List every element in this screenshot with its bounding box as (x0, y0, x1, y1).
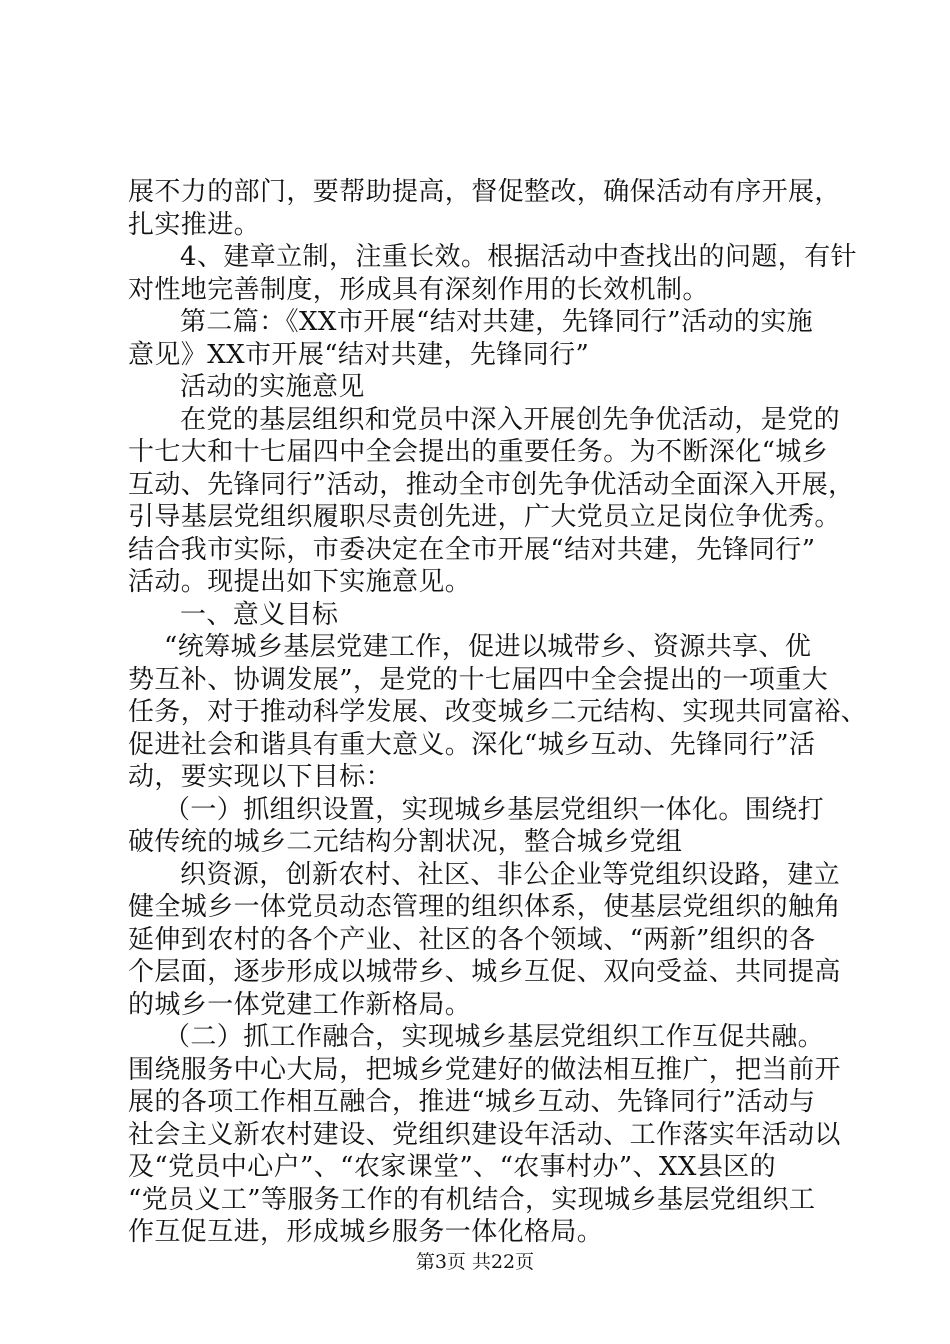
text-line: 作互促互进，形成城乡服务一体化格局。 (128, 1217, 604, 1247)
text-line: 互动、先锋同行”活动，推动全市创先争优活动全面深入开展， (128, 469, 855, 500)
text-line: 展不力的部门，要帮助提高，督促整改，确保活动有序开展， (128, 177, 841, 207)
text-line: 在党的基层组织和党员中深入开展创先争优活动，是党的 (180, 404, 841, 435)
text-line: （一）抓组织设置，实现城乡基层党组织一体化。围绕打 (164, 794, 825, 825)
text-line: “党员义工”等服务工作的有机结合，实现城乡基层党组织工 (128, 1184, 816, 1215)
text-line: 动，要实现以下目标： (128, 762, 393, 792)
text-line: 及“党员中心户”、“农家课堂”、“农事村办”、XX县区的 (128, 1152, 776, 1182)
text-line: 的城乡一体党建工作新格局。 (128, 989, 472, 1020)
page-footer (0, 1251, 950, 1273)
text-line: 围绕服务中心大局，把城乡党建好的做法相互推广，把当前开 (128, 1054, 841, 1085)
text-line: 十七大和十七届四中全会提出的重要任务。为不断深化“城乡 (128, 437, 829, 467)
body-text (128, 176, 868, 1249)
text-line: 展的各项工作相互融合，推进“城乡互动、先锋同行”活动与 (128, 1087, 816, 1117)
text-line: 破传统的城乡二元结构分割状况，整合城乡党组 (128, 827, 683, 857)
text-line: 健全城乡一体党员动态管理的组织体系，使基层党组织的触角 (128, 892, 841, 922)
text-line: 扎实推进。 (128, 209, 261, 240)
text-line: “统筹城乡基层党建工作，促进以城带乡、资源共享、优 (164, 632, 812, 662)
text-line: 社会主义新农村建设、党组织建设年活动、工作落实年活动以 (128, 1119, 841, 1150)
section-heading: 一、意义目标 (180, 599, 339, 630)
text-line: 对性地完善制度，形成具有深刻作用的长效机制。 (128, 274, 709, 305)
section-heading: 意见》XX市开展“结对共建，先锋同行” (128, 339, 590, 370)
text-line: 延伸到农村的各个产业、社区的各个领域、“两新”组织的各 (128, 924, 816, 955)
text-line: 个层面，逐步形成以城带乡、城乡互促、双向受益、共同提高 (128, 957, 841, 987)
text-line: 引导基层党组织履职尽责创先进，广大党员立足岗位争优秀。 (128, 502, 841, 532)
text-line: 织资源，创新农村、社区、非公企业等党组织设路，建立 (180, 859, 841, 890)
page-number-label: 第3页 共22页 (415, 1251, 535, 1273)
section-heading: 第二篇：《XX市开展“结对共建，先锋同行”活动的实施 (180, 307, 814, 337)
text-line: 促进社会和谐具有重大意义。深化“城乡互动、先锋同行”活 (128, 729, 816, 760)
text-line: 活动。现提出如下实施意见。 (128, 567, 472, 597)
text-line: （二）抓工作融合，实现城乡基层党组织工作互促共融。 (164, 1022, 825, 1052)
text-line: 势互补、协调发展”，是党的十七届四中全会提出的一项重大 (128, 664, 829, 695)
section-heading: 活动的实施意见 (180, 372, 365, 402)
text-line: 任务，对于推动科学发展、改变城乡二元结构、实现共同富裕、 (128, 697, 868, 727)
text-line: 结合我市实际，市委决定在全市开展“结对共建，先锋同行” (128, 534, 816, 565)
text-line: 4、建章立制，注重长效。根据活动中查找出的问题，有针 (180, 242, 857, 272)
